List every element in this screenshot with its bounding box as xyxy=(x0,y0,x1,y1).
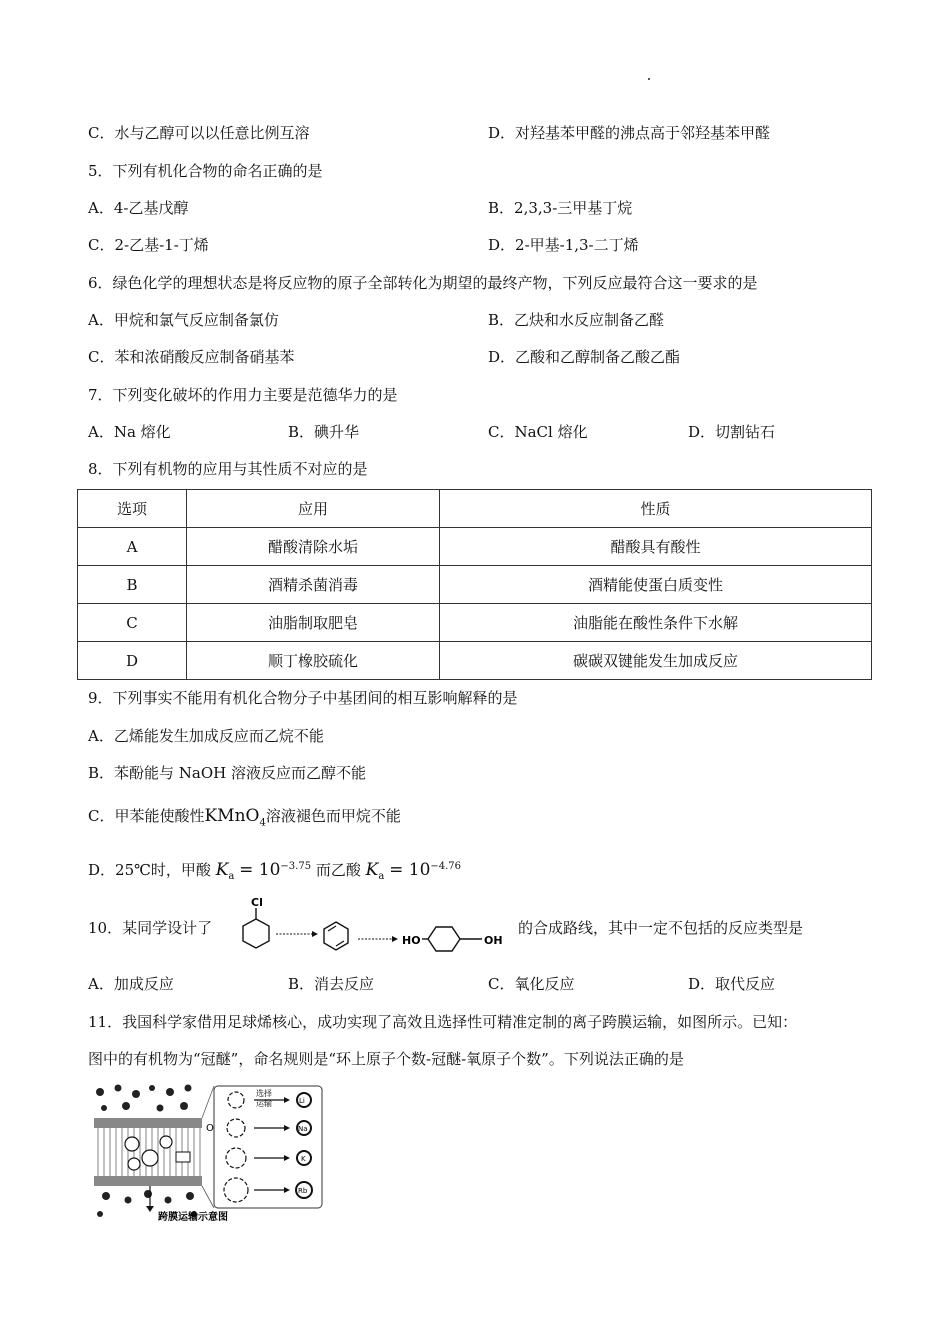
row-application: 油脂制取肥皂 xyxy=(187,604,440,642)
q4-option-d: D．对羟基苯甲醛的沸点高于邻羟基苯甲醛 xyxy=(488,124,771,142)
membrane-bottom-layer xyxy=(94,1176,202,1186)
oh-label: OH xyxy=(484,934,503,947)
row-option: B xyxy=(78,566,187,604)
row-option: A xyxy=(78,528,187,566)
ka-symbol-1: K xyxy=(215,860,229,880)
exp-1: −3.75 xyxy=(280,861,312,872)
q10-option-a: A．加成反应 xyxy=(88,975,174,993)
eq-1: = 10 xyxy=(239,860,281,880)
figure-caption: 跨膜运输示意图 xyxy=(158,1212,228,1223)
kmno4-text: KMnO xyxy=(204,806,260,826)
q9-option-d-mid: 而乙酸 xyxy=(315,861,361,879)
kmno4-sub: 4 xyxy=(259,817,266,829)
q8-table xyxy=(77,489,872,680)
row-property: 醋酸具有酸性 xyxy=(440,528,872,566)
q9-stem: 9．下列事实不能用有机化合物分子中基团间的相互影响解释的是 xyxy=(88,689,518,707)
table-row xyxy=(78,642,872,680)
ion-label-li: Li xyxy=(299,1097,305,1105)
oxygen-label: O xyxy=(206,1123,214,1134)
page-dot xyxy=(648,78,650,80)
q10-option-c: C．氧化反应 xyxy=(488,975,575,993)
header-application: 应用 xyxy=(187,490,440,528)
header-option: 选项 xyxy=(78,490,187,528)
q11-stem-line1: 11．我国科学家借用足球烯核心，成功实现了高效且选择性可精准定制的离子跨膜运输，如图所示。已知： xyxy=(88,1013,798,1031)
q9-option-c xyxy=(88,806,401,833)
row-application: 顺丁橡胶硫化 xyxy=(187,642,440,680)
row-application: 醋酸清除水垢 xyxy=(187,528,440,566)
row-property: 碳碳双键能发生加成反应 xyxy=(440,642,872,680)
q10-synthesis-route-diagram xyxy=(218,894,518,958)
q9-option-c-pre: C．甲苯能使酸性 xyxy=(88,807,205,825)
q8-stem: 8．下列有机物的应用与其性质不对应的是 xyxy=(88,460,368,478)
exp-2: −4.76 xyxy=(430,861,462,872)
cyclohexane-diol-ring-icon xyxy=(428,927,460,951)
ion-dots-top xyxy=(96,1085,192,1112)
row-property: 酒精能使蛋白质变性 xyxy=(440,566,872,604)
ion-label-rb: Rb xyxy=(298,1187,308,1195)
ion-label-na: Na xyxy=(298,1125,308,1133)
panel-label-transport: 运输 xyxy=(256,1099,272,1108)
q6-option-c: C．苯和浓硝酸反应制备硝基苯 xyxy=(88,348,295,366)
q5-option-d: D．2-甲基-1,3-二丁烯 xyxy=(488,236,639,254)
header-property: 性质 xyxy=(440,490,872,528)
q9-option-b: B．苯酚能与 NaOH 溶液反应而乙醇不能 xyxy=(88,764,367,782)
table-row xyxy=(78,604,872,642)
ka-sub-1: a xyxy=(228,871,235,882)
arrow-icon xyxy=(392,936,398,942)
carrier-molecules xyxy=(125,1136,172,1170)
q10-stem-post: 的合成路线，其中一定不包括的反应类型是 xyxy=(518,919,804,937)
cyclohexane-ring-icon xyxy=(243,919,269,948)
row-option: D xyxy=(78,642,187,680)
q10-option-d: D．取代反应 xyxy=(688,975,776,993)
q9-option-d xyxy=(88,857,461,887)
row-property: 油脂能在酸性条件下水解 xyxy=(440,604,872,642)
row-application: 酒精杀菌消毒 xyxy=(187,566,440,604)
q5-option-c: C．2-乙基-1-丁烯 xyxy=(88,236,209,254)
q4-option-c: C．水与乙醇可以以任意比例互溶 xyxy=(88,124,310,142)
q10-stem-pre: 10．某同学设计了 xyxy=(88,919,213,937)
row-option: C xyxy=(78,604,187,642)
q5-option-a: A．4-乙基戊醇 xyxy=(88,199,189,217)
kmno4-formula xyxy=(204,806,266,829)
ka-symbol-2: K xyxy=(365,860,379,880)
cl-label: Cl xyxy=(251,896,263,909)
membrane-top-layer xyxy=(94,1118,202,1128)
q6-stem: 6．绿色化学的理想状态是将反应物的原子全部转化为期望的最终产物，下列反应最符合这一要求的是 xyxy=(88,274,758,292)
down-arrow-icon xyxy=(146,1206,154,1212)
table-row xyxy=(78,566,872,604)
panel-label-select: 选择 xyxy=(256,1089,272,1098)
ion-label-k: K xyxy=(301,1155,306,1163)
q9-option-d-pre: D．25℃时，甲酸 xyxy=(88,861,211,879)
q7-option-d: D．切割钻石 xyxy=(688,423,776,441)
q5-option-b: B．2,3,3-三甲基丁烷 xyxy=(488,199,633,217)
table-header-row xyxy=(78,490,872,528)
ho-label: HO xyxy=(402,934,421,947)
q7-option-c: C．NaCl 熔化 xyxy=(488,423,588,441)
q7-option-a: A．Na 熔化 xyxy=(88,423,171,441)
table-row xyxy=(78,528,872,566)
q9-option-a: A．乙烯能发生加成反应而乙烷不能 xyxy=(88,727,324,745)
q7-option-b: B．碘升华 xyxy=(288,423,360,441)
q7-stem: 7．下列变化破坏的作用力主要是范德华力的是 xyxy=(88,386,398,404)
arrow-icon xyxy=(312,931,318,937)
q11-stem-line2: 图中的有机物为“冠醚”，命名规则是“环上原子个数-冠醚-氧原子个数”。下列说法正确的是 xyxy=(88,1050,684,1068)
q6-option-a: A．甲烷和氯气反应制备氯仿 xyxy=(88,311,279,329)
eq-2: = 10 xyxy=(389,860,431,880)
q10-option-b: B．消去反应 xyxy=(288,975,375,993)
q11-membrane-transport-figure xyxy=(90,1082,325,1224)
q6-option-d: D．乙酸和乙醇制备乙酸乙酯 xyxy=(488,348,681,366)
q9-option-c-post: 溶液褪色而甲烷不能 xyxy=(265,807,401,825)
ka-sub-2: a xyxy=(378,871,385,882)
q5-stem: 5．下列有机化合物的命名正确的是 xyxy=(88,162,323,180)
carrier-box xyxy=(176,1152,190,1162)
q6-option-b: B．乙炔和水反应制备乙醛 xyxy=(488,311,665,329)
